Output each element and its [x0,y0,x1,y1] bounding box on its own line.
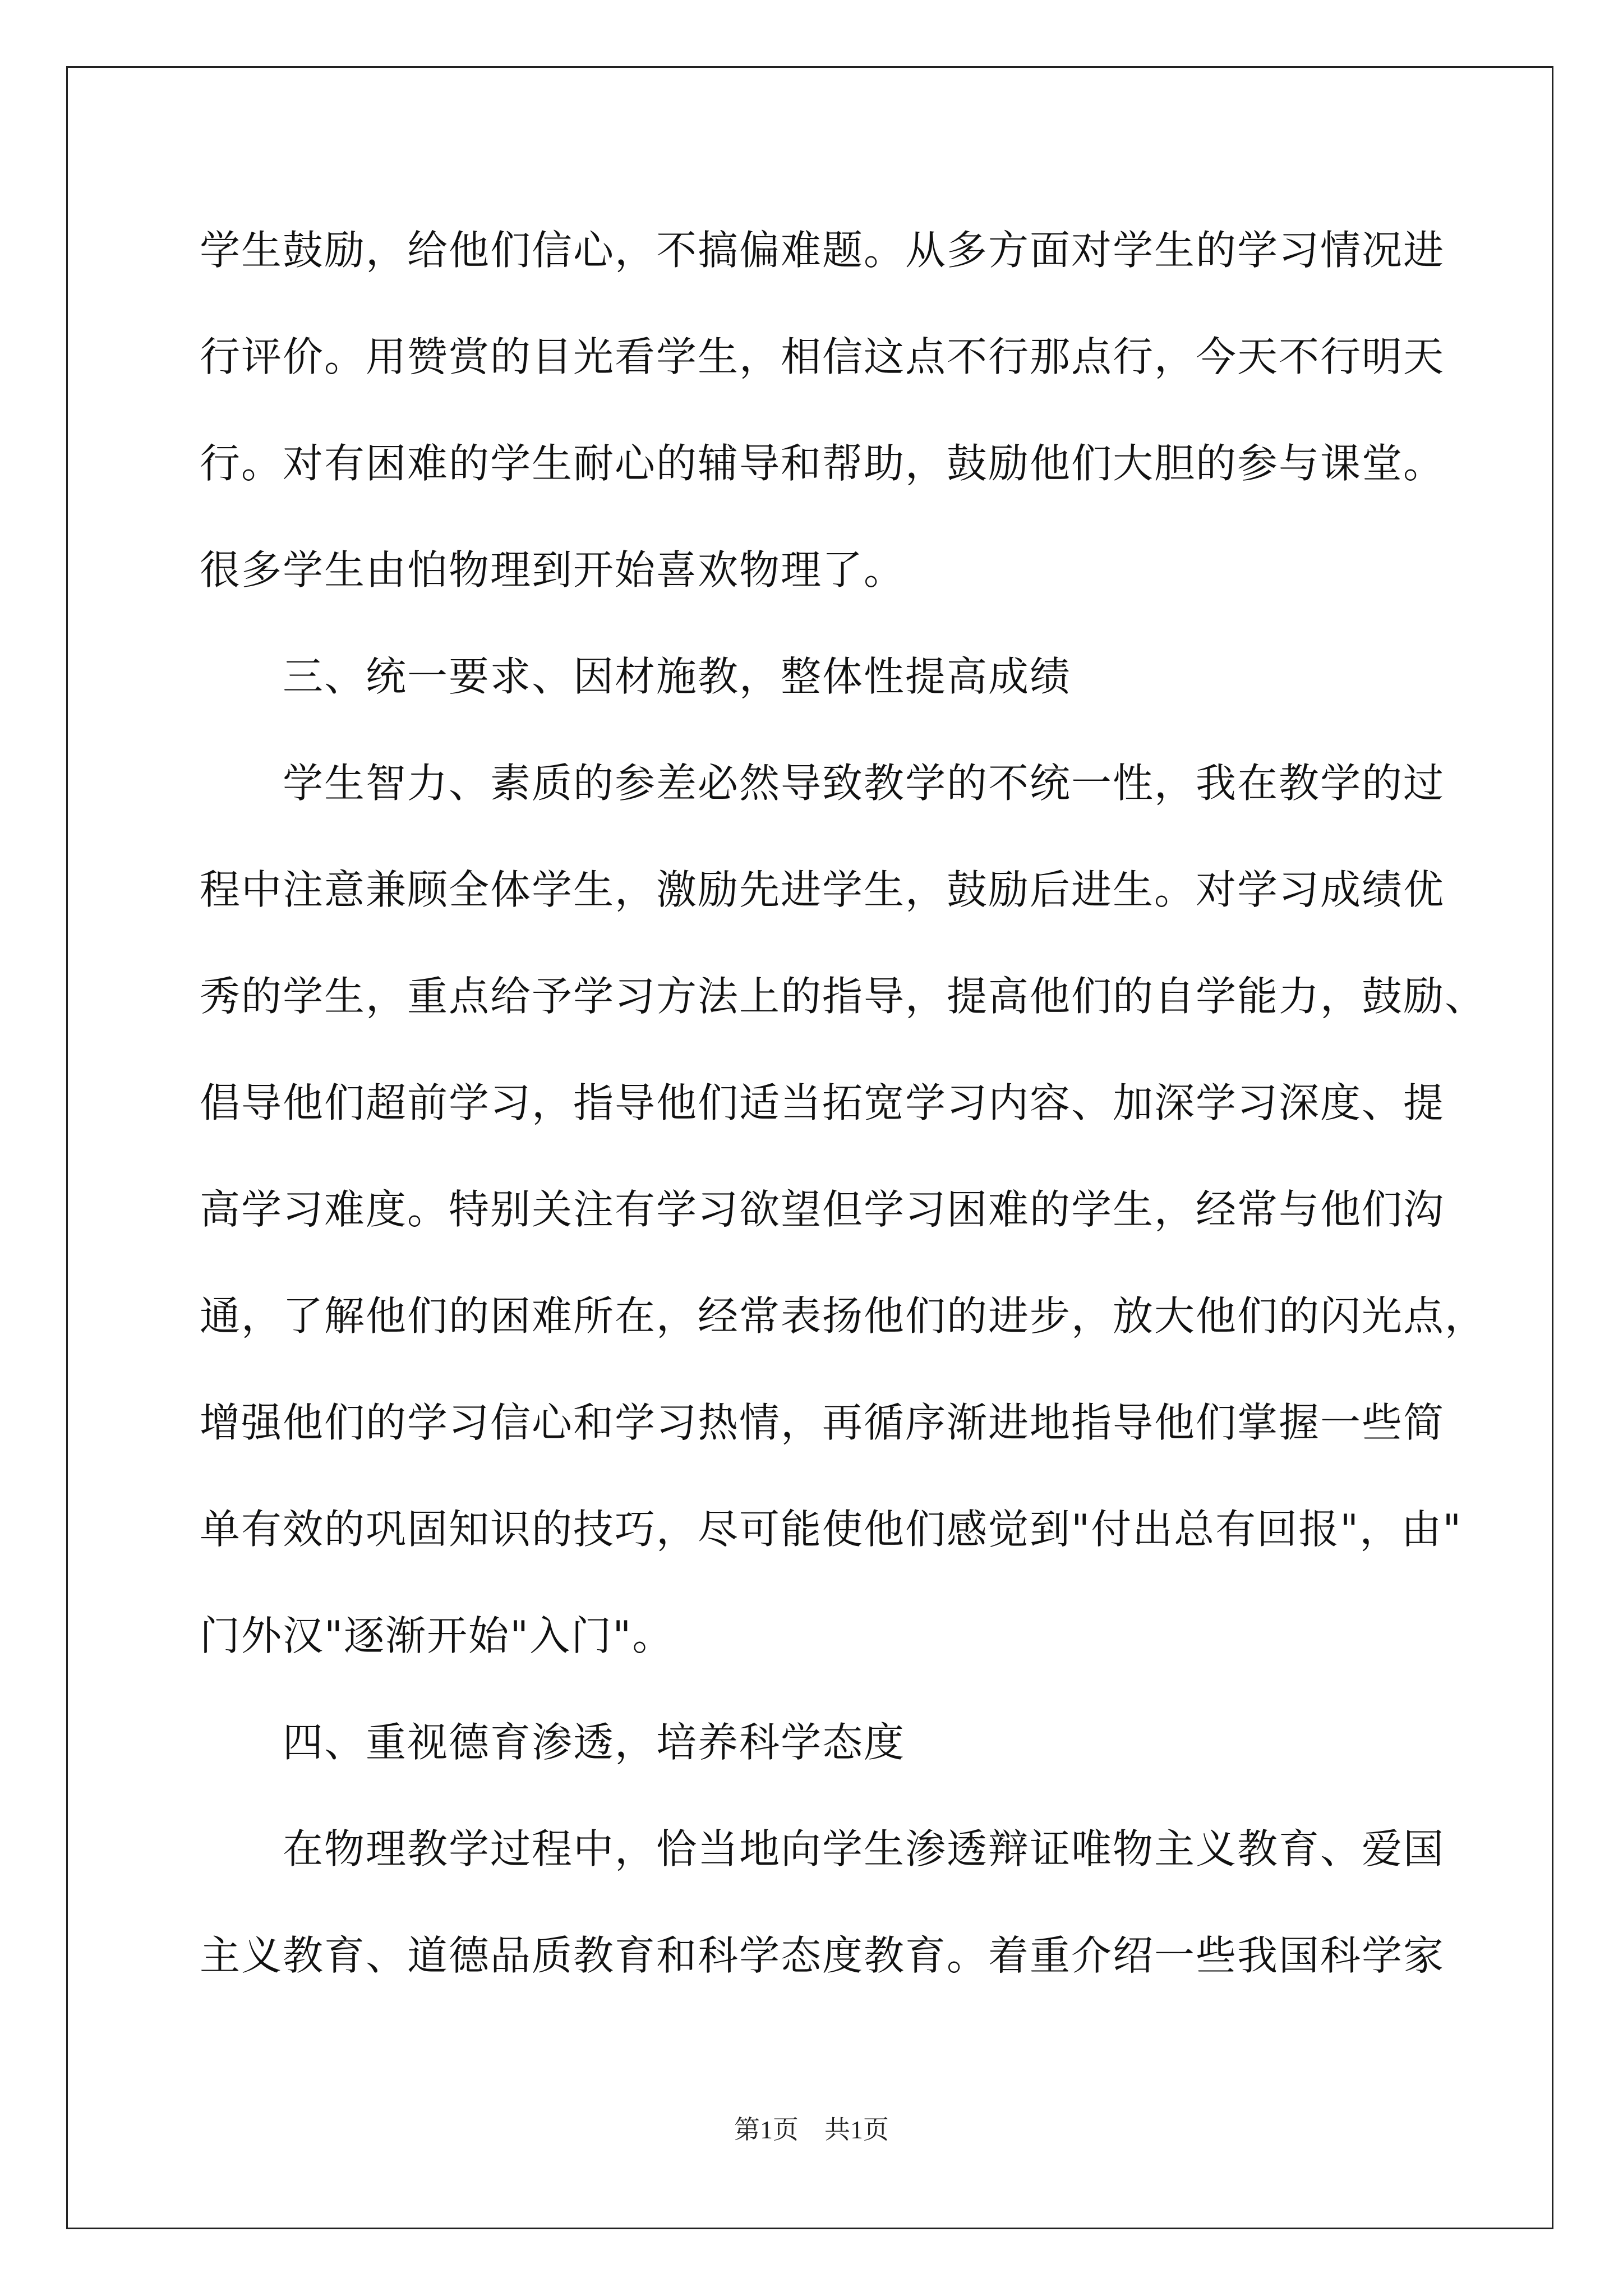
text-line: 学生智力、素质的参差必然导致教学的不统一性，我在教学的过 [283,760,1445,807]
text-line: 高学习难度。特别关注有学习欲望但学习困难的学生，经常与他们沟 [200,1186,1445,1233]
text-line: 在物理教学过程中，恰当地向学生渗透辩证唯物主义教育、爱国 [283,1825,1445,1872]
document-body [200,212,1487,2024]
section-heading-four: 四、重视德育渗透，培养科学态度 [283,1719,906,1766]
text-line: 行。对有困难的学生耐心的辅导和帮助，鼓励他们大胆的参与课堂。 [200,440,1445,487]
text-line: 门外汉"逐渐开始"入门"。 [200,1612,674,1659]
text-line: 学生鼓励，给他们信心，不搞偏难题。从多方面对学生的学习情况进 [200,227,1445,274]
text-line: 主义教育、道德品质教育和科学态度教育。着重介绍一些我国科学家 [200,1932,1445,1979]
text-line: 程中注意兼顾全体学生，激励先进学生，鼓励后进生。对学习成绩优 [200,866,1445,913]
text-line: 通，了解他们的困难所在，经常表扬他们的进步，放大他们的闪光点， [200,1292,1487,1340]
page-number-footer: 第1页 共1页 [734,2115,889,2144]
text-line: 倡导他们超前学习，指导他们适当拓宽学习内容、加深学习深度、提 [200,1079,1445,1126]
text-line: 单有效的巩固知识的技巧，尽可能使他们感觉到"付出总有回报"，由" [200,1506,1463,1553]
text-line: 增强他们的学习信心和学习热情，再循序渐进地指导他们掌握一些简 [200,1399,1445,1446]
text-line: 秀的学生，重点给予学习方法上的指导，提高他们的自学能力，鼓励、 [200,973,1487,1020]
text-line: 很多学生由怕物理到开始喜欢物理了。 [200,546,906,593]
text-line: 行评价。用赞赏的目光看学生，相信这点不行那点行，今天不行明天 [200,333,1445,380]
section-heading-three: 三、统一要求、因材施教，整体性提高成绩 [283,653,1072,700]
